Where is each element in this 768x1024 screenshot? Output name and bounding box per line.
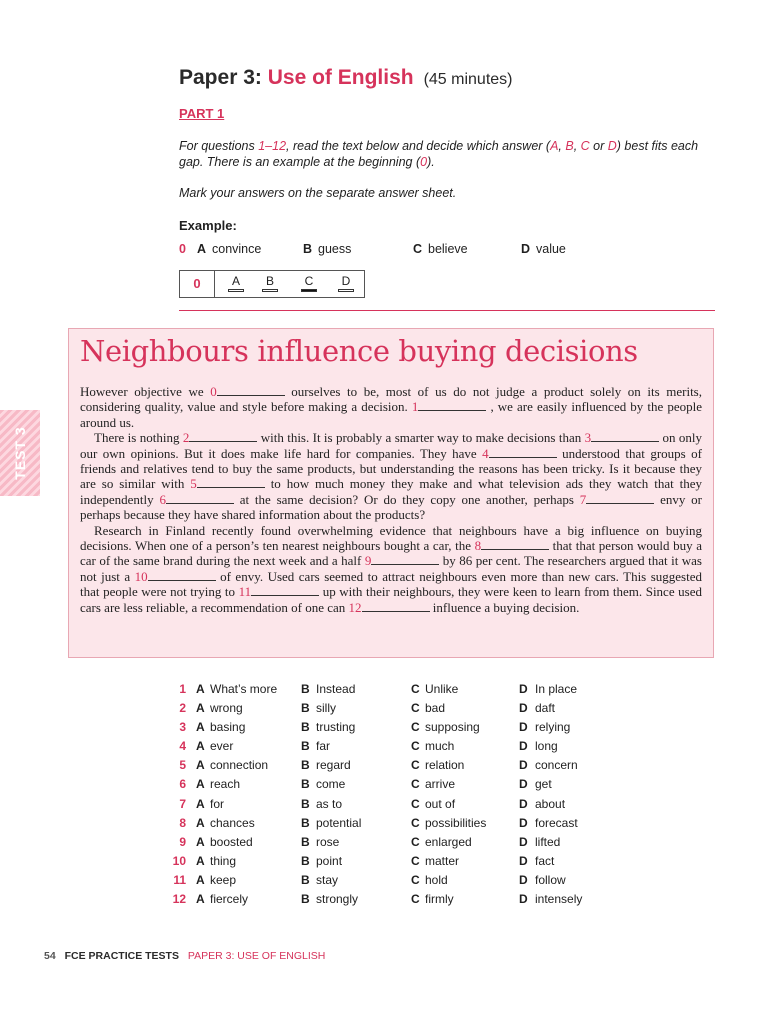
option-a-text: fiercely [210,892,249,907]
instructions-text: , [558,139,566,153]
answer-mark-filled [301,289,317,292]
instructions-range: 1–12 [258,139,287,153]
option-letter-c: C [411,796,420,811]
question-row [172,720,632,739]
option-a-text: thing [210,853,237,868]
passage-segment: There is nothing [94,430,183,446]
gap-number: 6 [159,491,166,507]
page-number: 54 [44,950,56,962]
passage-paragraph-3 [80,523,702,615]
option-letter-b: B [301,758,310,773]
option-letter-d: D [519,777,528,792]
page-title [179,66,513,90]
option-letter-a: A [196,834,205,849]
passage-segment: Research in Finland recently found overwhelming evidence that neighbours have a big influence on buying decisions. When one of a person’s ten nearest neighbours bought a car, the [80,522,702,554]
option-letter-c: C [411,815,420,830]
option-letter-b: B [301,796,310,811]
question-number: 12 [172,892,186,907]
option-d-text: In place [535,682,578,696]
gap-line [481,539,549,550]
question-number: 2 [179,701,186,716]
option-c-text: hold [425,872,448,887]
option-letter-b: B [301,720,310,735]
option-c-text: much [425,739,455,754]
answer-options-list [172,682,632,911]
option-d-text: long [535,739,558,754]
question-row [172,777,632,796]
option-letter-d: D [519,872,528,887]
question-row [172,797,632,816]
gap-number: 1 [411,399,419,415]
instructions-text: , read the text below and decide which answer ( [286,139,551,153]
option-letter-c: C [411,720,420,735]
gap-number: 9 [364,553,372,569]
option-b-text: point [316,853,343,868]
question-number: 4 [179,739,186,754]
instructions-example-number: 0 [420,155,428,169]
question-row [172,835,632,854]
example-label: Example: [179,218,237,233]
question-row [172,758,632,777]
option-b-text: regard [316,758,351,773]
option-letter-c: C [411,758,420,773]
question-row [172,892,632,911]
option-letter-c: C [411,892,420,907]
option-a-text: for [210,796,225,811]
option-b-text: silly [316,701,336,716]
option-letter-b: B [301,682,310,696]
paper-subject: Use of English [267,66,414,89]
gap-number: 2 [182,430,190,446]
passage-segment: envy or perhaps because they have shared information about the products? [80,491,702,523]
instructions-option: A [550,139,559,153]
option-d-text: follow [535,872,566,887]
answer-grid-option-d [337,274,355,292]
passage-segment: ourselves to be, most of us do not judge a product solely on its merits, considering quality, value and style before making a decision. [80,384,702,415]
question-row [172,739,632,758]
option-c-text: Unlike [425,682,459,696]
option-letter-b: B [301,892,310,907]
option-letter-a: A [196,758,205,773]
passage-segment: at the same decision? Or do they copy one another, perhaps [233,491,580,507]
option-letter-a: A [196,815,205,830]
example-number: 0 [179,242,186,256]
option-a-text: wrong [210,701,243,716]
example-letter-b: B [303,242,313,256]
gap-line [189,431,257,442]
answer-grid-option-c [300,274,318,292]
instructions-text: For questions [179,139,259,153]
option-letter-d: D [519,682,528,696]
passage-segment: influence a buying decision. [429,599,580,615]
gap-line [217,385,285,396]
page-footer [44,950,325,962]
answer-sheet-instruction: Mark your answers on the separate answer sheet. [179,186,457,200]
part-heading: PART 1 [179,106,225,121]
question-number: 1 [179,682,186,696]
option-c-text: possibilities [425,815,487,830]
option-a-text: chances [210,815,255,830]
option-letter-c: C [411,872,420,887]
question-number: 3 [179,720,186,735]
gap-line [251,585,319,596]
option-letter-b: B [301,872,310,887]
option-letter-b: B [301,701,310,716]
option-letter-a: A [196,720,205,735]
example-options [179,242,639,258]
passage-segment: on only our own opinions. But it does make life hard for companies. They have [80,430,702,461]
option-a-text: keep [210,872,237,887]
option-c-text: out of [425,796,456,811]
option-letter-c: C [411,834,420,849]
option-letter-d: D [519,739,528,754]
instructions-text: or [589,139,608,153]
question-row [172,701,632,720]
instructions-text: , [573,139,581,153]
answer-grid-letter: B [265,274,274,288]
gap-line [586,493,654,504]
question-number: 11 [173,872,186,887]
gap-line [489,447,557,458]
gap-number: 8 [474,538,482,554]
example-option-a: convince [212,242,262,256]
passage-segment: of envy. Used cars seemed to attract neighbours even more than new cars. This suggested that people were not trying to [80,568,702,600]
option-b-text: rose [316,834,340,849]
gap-number: 4 [482,445,489,461]
option-c-text: firmly [425,892,454,907]
example-option-c: believe [428,242,468,256]
option-a-text: What’s more [210,682,278,696]
answer-mark-empty [262,289,278,292]
question-number: 7 [179,796,186,811]
option-letter-b: B [301,853,310,868]
answer-grid-letter: C [304,274,314,288]
option-letter-a: A [196,853,205,868]
example-letter-d: D [521,242,531,256]
gap-line [418,400,486,411]
option-d-text: get [535,777,552,792]
footer-series-title: FCE PRACTICE TESTS [64,950,179,962]
option-letter-b: B [301,834,310,849]
option-a-text: connection [210,758,269,773]
option-letter-d: D [519,720,528,735]
footer-section-title: PAPER 3: USE OF ENGLISH [187,950,326,962]
instructions-text: ). [427,155,435,169]
answer-mark-empty [228,289,244,292]
option-letter-b: B [301,739,310,754]
option-letter-a: A [196,739,205,754]
passage-segment: that that person would buy a car of the same brand during the next week and a half [80,538,702,569]
gap-number: 5 [190,476,197,492]
option-b-text: as to [316,796,343,811]
option-letter-d: D [519,834,528,849]
option-letter-a: A [196,892,205,907]
gap-line [362,601,430,612]
option-d-text: daft [535,701,556,716]
instructions-option: D [607,139,617,153]
instructions-option: B [565,139,574,153]
instructions-text: ) best fits each gap. There is an example at the beginning ( [179,139,699,169]
paper-number: Paper 3: [179,66,262,89]
option-letter-c: C [411,682,420,696]
option-b-text: trusting [316,720,356,735]
question-row [172,682,632,701]
option-b-text: stay [316,872,339,887]
option-b-text: Instead [316,682,356,696]
passage-segment: to how much money they make and what television ads they watch that they independently [80,476,702,507]
question-row [172,854,632,873]
option-letter-b: B [301,815,310,830]
option-c-text: bad [425,701,446,716]
answer-grid-option-b [261,274,279,292]
option-c-text: supposing [425,720,480,735]
passage-title: Neighbours influence buying decisions [80,334,638,368]
option-d-text: concern [535,758,578,773]
option-letter-d: D [519,796,528,811]
option-d-text: lifted [535,834,561,849]
option-letter-c: C [411,853,420,868]
question-number: 5 [179,758,186,773]
option-letter-c: C [411,739,420,754]
answer-grid-letter: A [231,274,240,288]
gap-line [166,493,234,504]
option-c-text: relation [425,758,465,773]
option-a-text: ever [210,739,234,754]
question-number: 6 [179,777,186,792]
gap-number: 3 [584,430,592,446]
gap-line [371,554,439,565]
gap-number: 7 [579,491,587,507]
option-a-text: basing [210,720,246,735]
gap-number: 10 [134,568,148,584]
question-row [172,873,632,892]
passage-segment: by 86 per cent. The researchers argued that it was not just a [80,553,702,584]
option-b-text: potential [316,815,362,830]
passage-paragraph-1 [80,384,702,430]
answer-grid-number: 0 [180,271,215,297]
gap-number: 11 [238,584,252,600]
option-d-text: intensely [535,892,583,907]
gap-line [197,477,265,488]
gap-line [591,431,659,442]
option-b-text: strongly [316,892,359,907]
instructions [179,138,699,170]
option-letter-c: C [411,777,420,792]
option-letter-a: A [196,872,205,887]
option-c-text: enlarged [425,834,472,849]
paper-duration: (45 minutes) [423,71,513,88]
question-number: 9 [179,834,186,849]
passage-segment: understood that groups of friends and relatives tend to buy the same products, but understanding the reasons has been tricky. Is it because they are so similar with [80,445,702,492]
option-c-text: matter [425,853,460,868]
option-letter-c: C [411,701,420,716]
question-number: 8 [179,815,186,830]
passage-segment: up with their neighbours, they were keen to learn from them. Since used cars are less reliable, a recommendation of one can [80,584,703,615]
passage-segment: with this. It is probably a smarter way to make decisions than [257,430,585,446]
option-letter-d: D [519,815,528,830]
option-letter-a: A [196,682,205,696]
divider-line [179,310,715,311]
option-c-text: arrive [425,777,456,792]
option-b-text: far [316,739,331,754]
option-letter-d: D [519,853,528,868]
option-letter-a: A [196,701,205,716]
example-option-d: value [536,242,566,256]
option-letter-d: D [519,892,528,907]
example-option-b: guess [318,242,352,256]
example-letter-c: C [413,242,423,256]
option-a-text: boosted [210,834,253,849]
option-letter-d: D [519,758,528,773]
option-b-text: come [316,777,346,792]
question-row [172,816,632,835]
answer-grid-option-a [227,274,245,292]
option-d-text: relying [535,720,571,735]
option-letter-a: A [196,796,205,811]
option-letter-a: A [196,777,205,792]
option-d-text: about [535,796,566,811]
example-letter-a: A [197,242,207,256]
test-side-tab-label: TEST 3 [12,426,28,480]
question-number: 10 [172,853,186,868]
passage-text [80,384,702,615]
answer-mark-empty [338,289,354,292]
gap-line [148,570,216,581]
gap-number: 0 [210,384,217,399]
example-answer-grid [179,270,365,298]
answer-grid-letter: D [341,274,351,288]
option-letter-b: B [301,777,310,792]
passage-segment: , we are easily influenced by the people around us. [80,399,702,430]
instructions-option: C [580,139,590,153]
gap-number: 12 [348,599,362,615]
option-d-text: fact [535,853,555,868]
option-letter-d: D [519,701,528,716]
option-d-text: forecast [535,815,578,830]
option-a-text: reach [210,777,241,792]
passage-paragraph-2 [80,430,702,522]
passage-segment: However objective we [80,384,211,399]
